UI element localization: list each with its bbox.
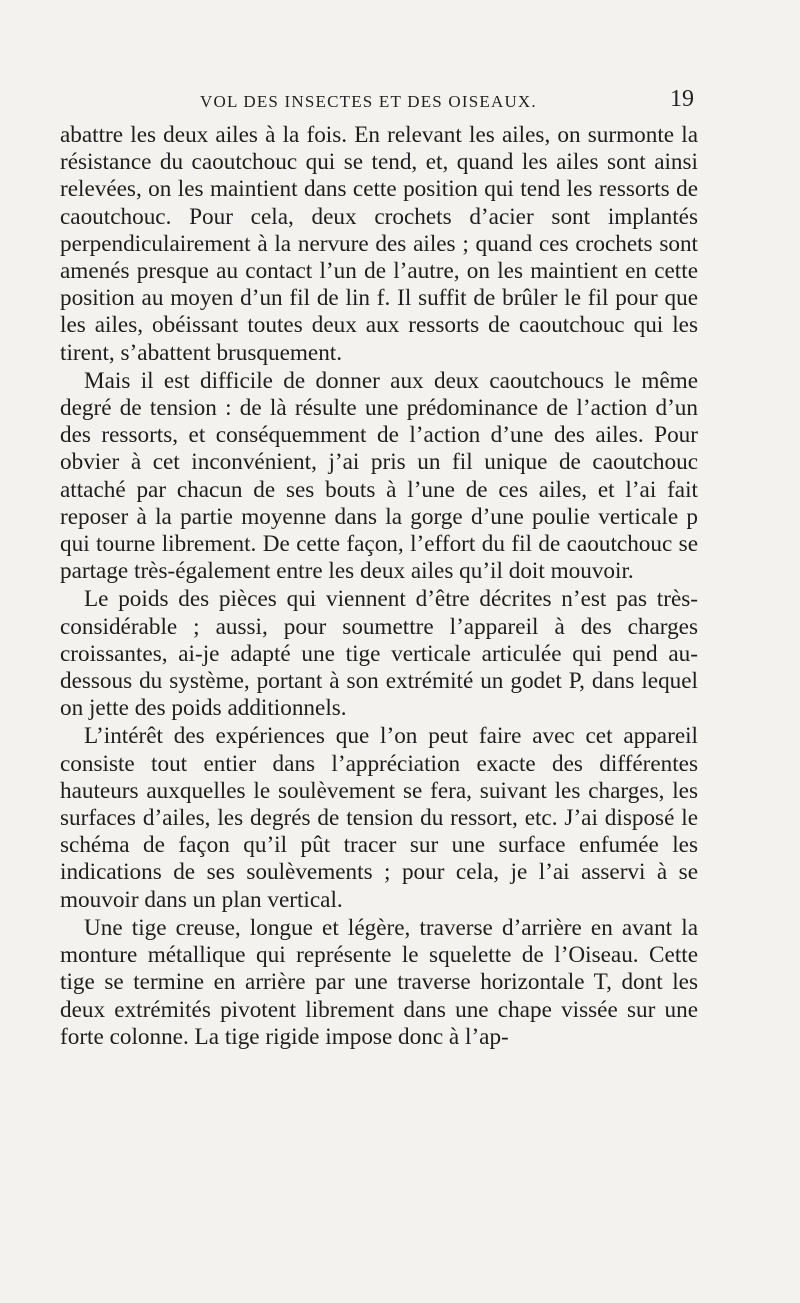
running-header <box>60 88 700 116</box>
paragraph: Le poids des pièces qui viennent d’être décrites n’est pas très-considérable ; aussi, pour soumettre l’appareil à des charges croissantes, ai-je adapté une tige verticale articulée qui pend au-dessous du système, portant à son extrémité un godet P, dans lequel on jette des poids additionnels. <box>60 586 698 722</box>
page-number: 19 <box>670 86 694 112</box>
paragraph: abattre les deux ailes à la fois. En relevant les ailes, on surmonte la résistance du caoutchouc qui se tend, et, quand les ailes sont ainsi relevées, on les maintient dans cette position qui tend les ressorts de caoutchouc. Pour cela, deux crochets d’acier sont implantés perpendiculairement à la nervure des ailes ; quand ces crochets sont amenés presque au contact l’un de l’autre, on les maintient en cette position au moyen d’un fil de lin f. Il suffit de brûler le fil pour que les ailes, obéissant toutes deux aux ressorts de caoutchouc qui les tirent, s’abattent brusquement. <box>60 122 698 366</box>
paragraph: Mais il est difficile de donner aux deux caoutchoucs le même degré de tension : de là résulte une prédominance de l’action d’un des ressorts, et conséquemment de l’action d’une des ailes. Pour obvier à cet inconvénient, j’ai pris un fil unique de caoutchouc attaché par chacun de ses bouts à l’une de ces ailes, et l’ai fait reposer à la partie moyenne dans la gorge d’une poulie verticale p qui tourne librement. De cette façon, l’effort du fil de caoutchouc se partage très-également entre les deux ailes qu’il doit mouvoir. <box>60 367 698 585</box>
paragraph: Une tige creuse, longue et légère, traverse d’arrière en avant la monture métallique qui représente le squelette de l’Oiseau. Cette tige se termine en arrière par une traverse horizontale T, dont les deux extrémités pivotent librement dans une chape vissée sur une forte colonne. La tige rigide impose donc à l’ap- <box>60 914 698 1050</box>
paragraph: L’intérêt des expériences que l’on peut faire avec cet appareil consiste tout entier dans l’appréciation exacte des différentes hauteurs auxquelles le soulèvement se fera, suivant les charges, les surfaces d’ailes, les degrés de tension du ressort, etc. J’ai disposé le schéma de façon qu’il pût tracer sur une surface enfumée les indications de ses soulèvements ; pour cela, je l’ai asservi à se mouvoir dans un plan vertical. <box>60 723 698 913</box>
running-title: VOL DES INSECTES ET DES OISEAUX. <box>200 92 537 111</box>
body-text <box>60 122 698 1051</box>
